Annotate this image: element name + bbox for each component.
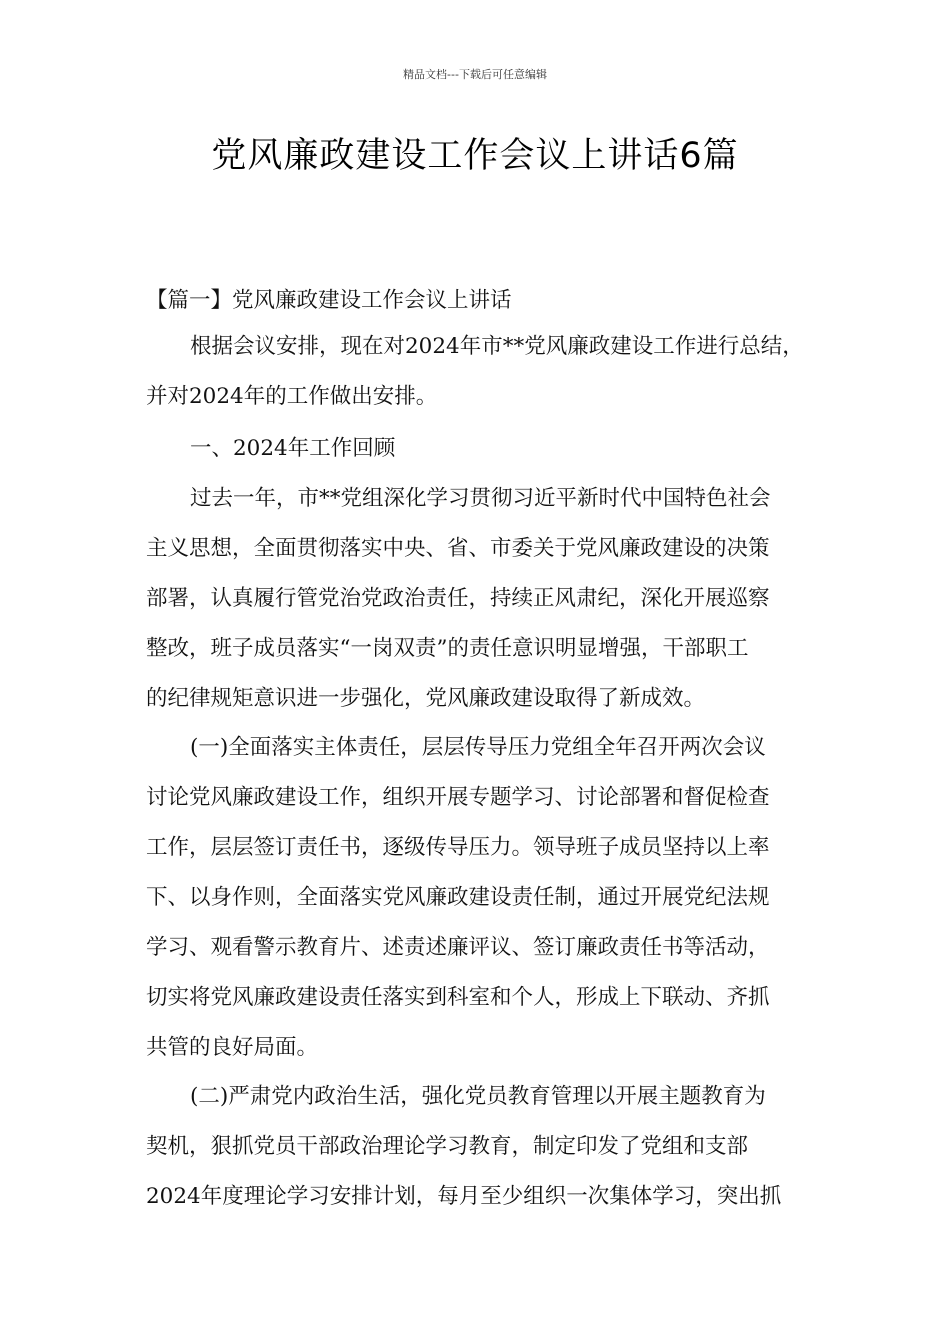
text-line: 过去一年，市**党组深化学习贯彻习近平新时代中国特色社会 <box>190 486 771 511</box>
text-line: 一、2024年工作回顾 <box>190 436 396 461</box>
text-line: 部署，认真履行管党治党政治责任，持续正风肃纪，深化开展巡察 <box>146 586 770 611</box>
text-line: 讨论党风廉政建设工作，组织开展专题学习、讨论部署和督促检查 <box>146 785 770 810</box>
text-line: 切实将党风廉政建设责任落实到科室和个人，形成上下联动、齐抓 <box>146 985 770 1010</box>
text-line: 整改，班子成员落实“一岗双责”的责任意识明显增强，干部职工 <box>146 636 749 661</box>
document-title: 党风廉政建设工作会议上讲话6篇 <box>211 136 739 176</box>
text-line: 契机，狠抓党员干部政治理论学习教育，制定印发了党组和支部 <box>146 1134 749 1159</box>
paragraph-responsibility <box>146 723 810 1073</box>
text-line: (二)严肃党内政治生活，强化党员教育管理以开展主题教育为 <box>190 1084 766 1109</box>
text-line: 学习、观看警示教育片、述责述廉评议、签订廉政责任书等活动， <box>146 935 770 960</box>
text-line: 共管的良好局面。 <box>146 1035 319 1060</box>
paragraph-intro <box>146 322 810 422</box>
text-line: 下、以身作则，全面落实党风廉政建设责任制，通过开展党纪法规 <box>146 885 770 910</box>
text-line: 并对2024年的工作做出安排。 <box>146 384 438 409</box>
text-line: 主义思想，全面贯彻落实中央、省、市委关于党风廉政建设的决策 <box>146 536 770 561</box>
paragraph-review-heading <box>146 424 810 474</box>
paragraph-review <box>146 474 810 724</box>
paragraph-political-life <box>146 1072 810 1222</box>
text-line: (一)全面落实主体责任，层层传导压力党组全年召开两次会议 <box>190 735 766 760</box>
text-line: 的纪律规矩意识进一步强化，党风廉政建设取得了新成效。 <box>146 686 706 711</box>
text-line: 工作，层层签订责任书，逐级传导压力。领导班子成员坚持以上率 <box>146 835 770 860</box>
text-line: 2024年度理论学习安排计划，每月至少组织一次集体学习，突出抓 <box>146 1184 782 1209</box>
text-line: 根据会议安排，现在对2024年市**党风廉政建设工作进行总结， <box>190 334 804 359</box>
header-note: 精品文档---下载后可任意编辑 <box>403 68 547 81</box>
section-heading: 【篇一】党风廉政建设工作会议上讲话 <box>146 288 512 313</box>
